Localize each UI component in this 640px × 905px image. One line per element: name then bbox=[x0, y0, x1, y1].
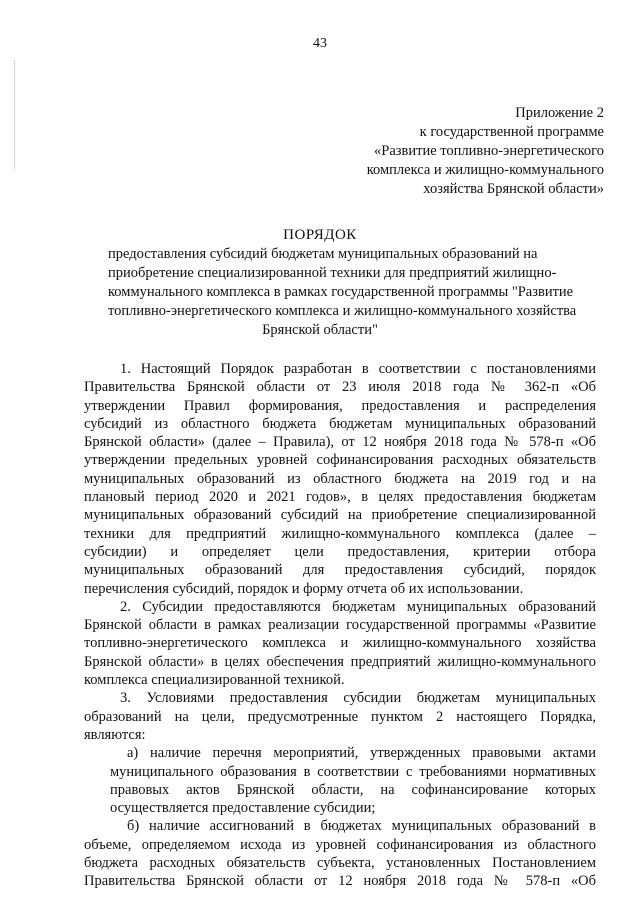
text-line: комплекса специализированной техникой. bbox=[84, 672, 345, 689]
text-line: правовых актов Брянской области, на софинансирование которых bbox=[110, 781, 596, 798]
text-line: плановый период 2020 и 2021 годов», в целях предоставления бюджетам bbox=[84, 489, 596, 506]
text-line: Брянской области» (далее – Правила), от 12 ноября 2018 года № 578-п «Об bbox=[84, 434, 596, 451]
document-body bbox=[84, 360, 596, 891]
text-line: утверждении предельных уровней софинансирования расходных обязательств bbox=[84, 452, 596, 469]
text-line: Брянской области» в целях обеспечения предприятий жилищно-коммунального bbox=[84, 653, 596, 670]
text-line: образований на цели, предусмотренные пунктом 2 настоящего Порядка, bbox=[84, 708, 596, 725]
text-line: муниципальных образований субсидий на приобретение специализированной bbox=[84, 507, 596, 524]
text-line: объеме, определяемом исхода из уровней софинансирования из областного bbox=[84, 836, 596, 853]
appendix-line: Приложение 2 bbox=[515, 105, 604, 121]
document-title-block bbox=[108, 226, 577, 340]
appendix-line: к государственной программе bbox=[419, 124, 604, 140]
subtitle-line: коммунального комплекса в рамках государственной программы "Развитие bbox=[108, 284, 574, 300]
text-line: перечисления субсидий, порядок и форму отчета об их использовании. bbox=[84, 580, 524, 597]
appendix-line: комплекса и жилищно-коммунального bbox=[366, 162, 604, 178]
text-line: утверждении Правил формирования, предоставления и распределения bbox=[84, 397, 596, 414]
scan-margin-mark bbox=[14, 60, 16, 170]
paragraph-3b bbox=[84, 817, 596, 890]
text-line: 2. Субсидии предоставляются бюджетам муниципальных образований bbox=[120, 598, 596, 615]
text-line: субсидии) и определяет цели предоставления, критерии отбора bbox=[84, 543, 596, 560]
text-line: осуществляется предоставление субсидии; bbox=[110, 800, 376, 817]
paragraph-2 bbox=[84, 598, 596, 689]
text-line: бюджета расходных обязательств субъекта, установленных Постановлением bbox=[84, 855, 596, 872]
text-line: муниципального образования в соответствии с требованиями нормативных bbox=[110, 763, 596, 780]
paragraph-3a bbox=[84, 744, 596, 817]
text-line: а) наличие перечня мероприятий, утвержденных правовыми актами bbox=[127, 745, 596, 762]
text-line: 3. Условиями предоставления субсидии бюджетам муниципальных bbox=[120, 690, 596, 707]
appendix-header bbox=[304, 104, 604, 199]
subtitle-line: топливно-энергетического комплекса и жилищно-коммунального хозяйства bbox=[108, 303, 577, 319]
text-line: муниципальных образований для предоставления субсидий, порядок bbox=[84, 562, 596, 579]
text-line: субсидий из областного бюджета бюджетам муниципальных образований bbox=[84, 415, 596, 432]
subtitle-line: Брянской области" bbox=[262, 322, 378, 338]
text-line: Брянской области в рамках реализации государственной программы «Развитие bbox=[84, 617, 596, 634]
text-line: техники для предприятий жилищно-коммунального комплекса (далее – bbox=[84, 525, 596, 542]
subtitle-line: предоставления субсидий бюджетам муниципальных образований на bbox=[108, 246, 538, 262]
text-line: являются: bbox=[84, 726, 146, 743]
subtitle-line: приобретение специализированной техники для предприятий жилищно- bbox=[108, 265, 557, 281]
paragraph-1 bbox=[84, 360, 596, 598]
text-line: Правительства Брянской области от 23 июля 2018 года № 362-п «Об bbox=[84, 379, 596, 396]
text-line: топливно-энергетического комплекса и жилищно-коммунального хозяйства bbox=[84, 635, 596, 652]
document-subtitle bbox=[108, 245, 577, 340]
paragraph-3 bbox=[84, 689, 596, 744]
text-line: Правительства Брянской области от 12 ноября 2018 года № 578-п «Об bbox=[84, 873, 596, 890]
text-line: муниципальных образований из областного бюджета на 2019 год и на bbox=[84, 470, 596, 487]
document-title: ПОРЯДОК bbox=[283, 227, 357, 243]
appendix-line: «Развитие топливно-энергетического bbox=[374, 143, 604, 159]
appendix-line: хозяйства Брянской области» bbox=[423, 181, 604, 197]
text-line: 1. Настоящий Порядок разработан в соответствии с постановлениями bbox=[120, 361, 596, 377]
text-line: б) наличие ассигнований в бюджетах муниципальных образований в bbox=[127, 818, 596, 835]
page-number: 43 bbox=[313, 36, 327, 51]
